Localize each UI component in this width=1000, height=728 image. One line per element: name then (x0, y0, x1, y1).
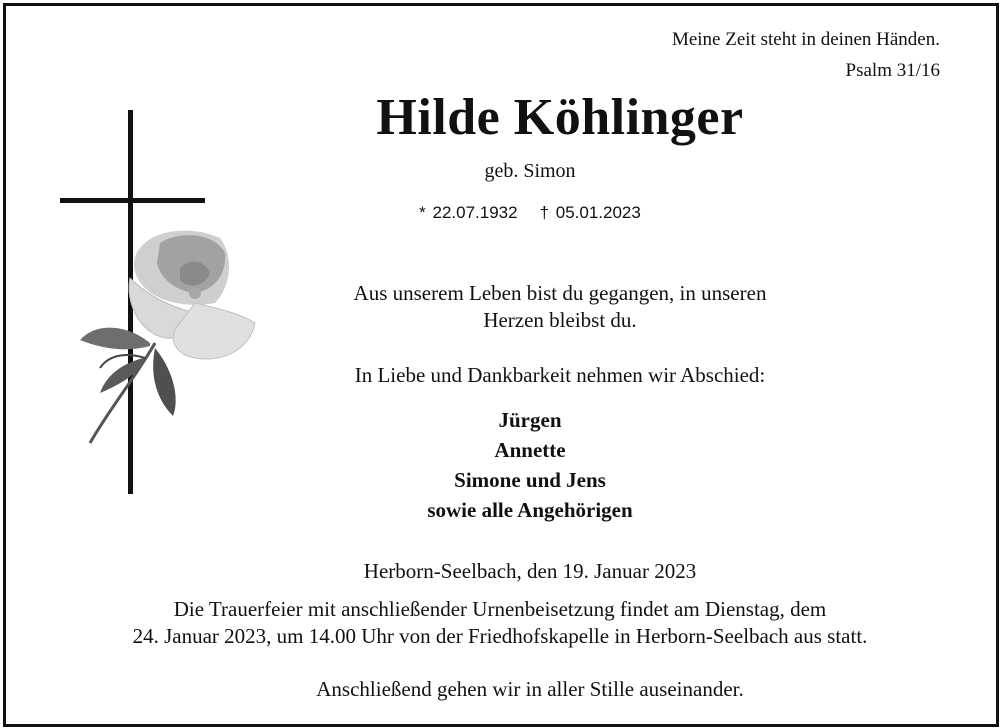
cross-and-flower (55, 108, 265, 498)
mourner: Annette (494, 438, 566, 462)
rose-icon (80, 231, 255, 443)
mourners-list (330, 405, 730, 525)
mourner: sowie alle Angehörigen (427, 498, 633, 522)
motto-verse: Meine Zeit steht in deinen Händen. (671, 29, 940, 50)
life-dates (380, 203, 680, 223)
mourner: Jürgen (498, 408, 562, 432)
cross-icon (55, 108, 265, 498)
motto-reference: Psalm 31/16 (845, 60, 940, 81)
farewell-line-2: Herzen bleibst du. (483, 308, 637, 332)
maiden-name: geb. Simon (484, 160, 576, 182)
ceremony-line-2: 24. Januar 2023, um 14.00 Uhr von der Friedhofskapelle in Herborn-Seelbach aus statt. (132, 624, 868, 648)
gratitude-line: In Liebe und Dankbarkeit nehmen wir Abschied: (354, 363, 766, 387)
birth-date: * 22.07.1932 (419, 203, 518, 222)
farewell-line-1: Aus unserem Leben bist du gegangen, in unseren (353, 281, 767, 305)
farewell-text (280, 280, 840, 334)
ceremony-line-1: Die Trauerfeier mit anschließender Urnenbeisetzung findet am Dienstag, dem (173, 597, 827, 621)
ceremony-details (30, 596, 970, 650)
deceased-name: Hilde Köhlinger (376, 89, 744, 146)
motto (672, 24, 940, 86)
closing-line: Anschließend gehen wir in aller Stille auseinander. (316, 677, 744, 701)
death-date: † 05.01.2023 (539, 203, 641, 222)
place-and-date: Herborn-Seelbach, den 19. Januar 2023 (363, 559, 697, 583)
mourner: Simone und Jens (454, 468, 606, 492)
